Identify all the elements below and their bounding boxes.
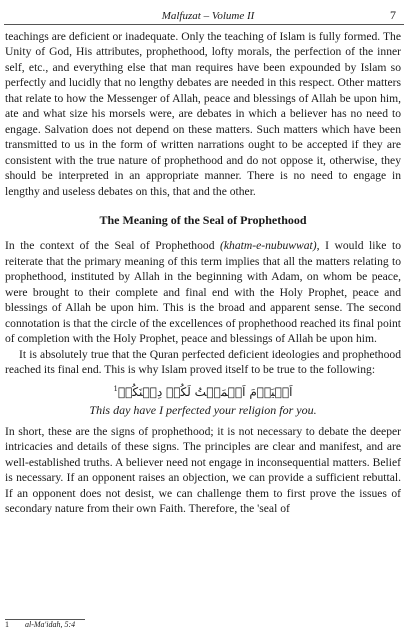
quran-verse-arabic xyxy=(5,380,401,401)
paragraph-text: In the context of the Seal of Prophethood xyxy=(5,239,221,253)
paragraph: It is absolutely true that the Quran perfected deficient ideologies and prophethood reached its final end. This is why Islam proved itself to be true to the following: xyxy=(5,347,401,377)
paragraph: In short, these are the signs of prophethood; it is not necessary to debate the deeper intricacies and details of these signs. The principles are clear and manifest, and are well-established truths. A believer need not engage in inconsequential matters. Belief is necessary. If an opponent raises an objection, we can provide a sufficient rebuttal. If an opponent does not desist, we can challenge them to first prove the issues of secondary nature from their own Faith. Therefore, the 'seal of xyxy=(5,424,401,516)
footnote xyxy=(5,620,75,630)
running-title: Malfuzat – Volume II xyxy=(161,10,255,22)
header-rule xyxy=(4,24,404,25)
footnote-marker: 1 xyxy=(113,384,118,393)
section-heading: The Meaning of the Seal of Prophethood xyxy=(99,212,307,227)
page-number: 7 xyxy=(390,8,396,22)
page-header xyxy=(0,4,416,24)
footnote-number: 1 xyxy=(5,620,9,629)
paragraph xyxy=(5,238,401,346)
footnote-reference: al-Ma'idah, 5:4 xyxy=(25,620,76,629)
page-body xyxy=(5,29,401,517)
italic-term: (khatm-e-nubuwwat), xyxy=(220,239,320,253)
verse-translation: This day have I perfected your religion for you. xyxy=(89,402,317,417)
arabic-text: اَلۡیَوۡمَ اَکۡمَلۡتُ لَکُمۡ دِیۡنَکُمۡ xyxy=(117,384,293,399)
paragraph-text: I would like to reiterate that the primary meaning of this term implies that all the matters relating to prophethood, instituted by Allah in the beginning with Adam, on whom be peace, were brought to their complete and final end with the Holy Prophet, peace and blessings of Allah be upon him. This is the broad and apparent sense. The second connotation is that the circle of the excellences of prophethood reached its final point of completion with the Holy Prophet, peace and blessings of Allah be upon him. xyxy=(5,239,401,346)
paragraph: teachings are deficient or inadequate. Only the teaching of Islam is fully formed. The Unity of God, His attributes, prophethood, lofty morals, the perfection of the inner self, etc., and everything else that man requires have been expounded by Islam so perfectly and lucidly that no lengthy debates are needed in this respect. Other matters that relate to how the Messenger of Allah, peace and blessings of Allah be upon him, ate and what size his morsels were, are debates in which a believer has no need to engage. Salvation does not depend on these matters. Such matters which have been transmitted to us in the form of written narrations ought to be accepted if they are consistent with the true nature of prophethood and do not oppose it, otherwise, they should be interpreted in an appropriate manner. There is no need to engage in lengthy and useless debates on this, that and the other. xyxy=(5,30,401,198)
